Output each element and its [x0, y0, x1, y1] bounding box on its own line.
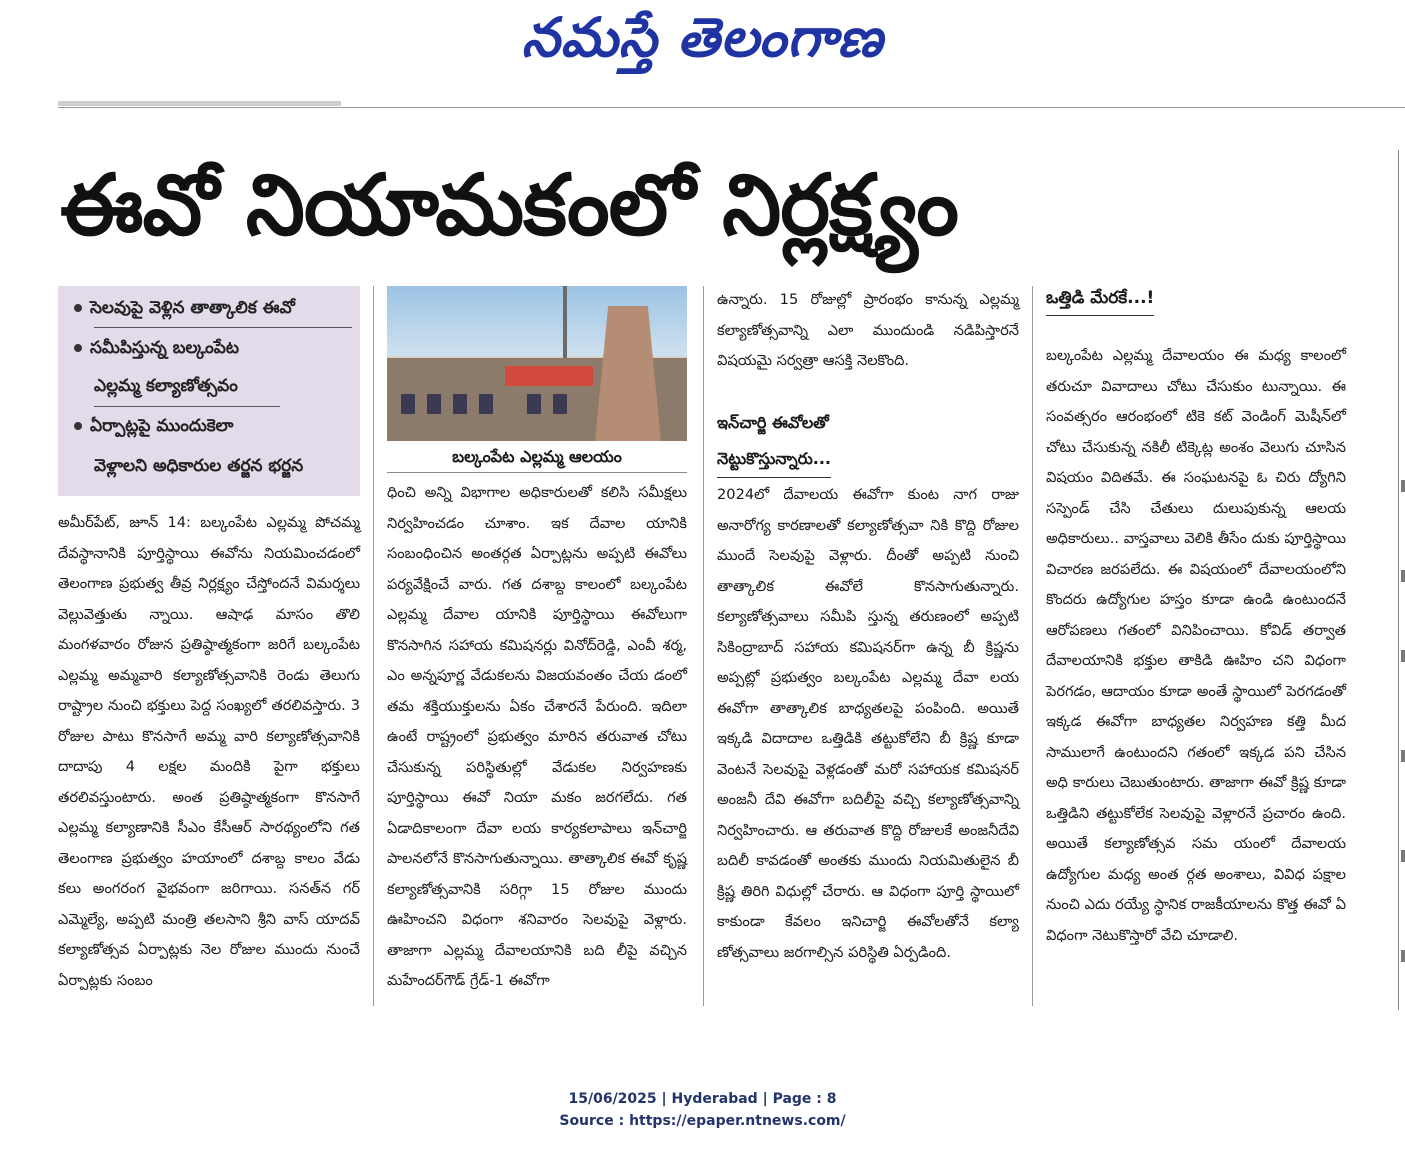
adjacent-article-edge [1398, 150, 1405, 1010]
article-column-3-top: ఉన్నారు. 15 రోజుల్లో ప్రారంభం కానున్న ఎల్లమ్మ కల్యాణోత్సవాన్ని ఎలా ముందుండి నడిపిస్తారనే విషయమై సర్వత్రా ఆసక్తి నెలకొంది. [717, 291, 1019, 369]
subheading-pressure: ఒత్తిడి మేరకే...! [1046, 285, 1346, 316]
masthead-rule [58, 107, 1405, 108]
article-column-2: ధించి అన్ని విభాగాల అధికారులతో కలిసి సమీక్షలు నిర్వహించడం చూశాం. ఇక దేవాల యానికి సంబంధించిన అంతర్గత ఏర్పాట్లను అప్పటి ఈవోలు పర్యవేక్షించే వారు. గత దశాబ్ద కాలంలో బల్కంపేట ఎల్లమ్మ దేవాల యానికి పూర్తిస్థాయి ఈవోలుగా కొనసాగిన సహాయ కమిషనర్లు వినోద్‌రెడ్డి, ఎంవీ శర్మ, ఎం అన్నపూర్ణ వేడుకలను విజయవంతం చేయ డంలో తమ శక్తియుక్తులను ఏకం చేశారనే పేరుంది. ఇదిలా ఉంటే రాష్ట్రంలో ప్రభుత్వం మారిన తరువాత చోటు చేసుకున్న పరిస్థితుల్లో వేడుకల నిర్వహణకు పూర్తిస్థాయి ఈవో నియా మకం జరగలేదు. గత ఏడాదికాలంగా దేవా లయ కార్యకలాపాలు ఇన్‌చార్జి పాలనలోనే కొనసాగుతున్నాయి. తాత్కాలిక ఈవో కృష్ణ కల్యాణోత్సవానికి సరిగ్గా 15 రోజుల ముందు ఊహించని విధంగా శనివారం సెలవుపై వెళ్లారు. తాజాగా ఎల్లమ్మ దేవాలయానికి బది లీపై వచ్చిన మహేందర్‌గౌడ్ గ్రేడ్-1 ఈవోగా [387, 484, 687, 989]
footer [0, 1088, 1405, 1132]
headline: ఈవో నియామకంలో నిర్లక్ష్యం [60, 156, 958, 254]
masthead-logo: నమస్తే తెలంగాణ [521, 6, 884, 69]
highlight-item: సెలవుపై వెళ్లిన తాత్కాలిక ఈవో [74, 298, 354, 322]
article-column-3: 2024లో దేవాలయ ఈవోగా కుంట నాగ రాజు అనారోగ్య కారణాలతో కల్యాణోత్సవా నికి కొద్ది రోజుల ముందే సెలవుపై వెళ్లారు. దీంతో అప్పటి నుంచి తాత్కాలిక ఈవోలే కొనసాగుతున్నారు. కల్యాణోత్సవాలు సమీపి స్తున్న తరుణంలో అప్పటి సికింద్రాబాద్ సహాయ కమిషనర్‌గా ఉన్న బీ క్రిష్ణను అప్పట్లో ప్రభుత్వం బల్కంపేట ఎల్లమ్మ దేవా లయ ఈవోగా తాత్కాలిక బాధ్యతలపై పంపింది. అయితే ఇక్కడి విదాదాల ఒత్తిడికి తట్టుకోలేని బీ క్రిష్ణ కూడా వెంటనే సెలవుపై వెళ్లడంతో మరో సహాయక కమిషనర్ అంజనీ దేవి ఈవోగా బదిలీపై వచ్చి కల్యాణోత్సవాన్ని నిర్వహించారు. ఆ తరువాత కొద్ది రోజులకే అంజనీదేవి బదిలీ కావడంతో అంతకు ముందు నియమితులైన బీ క్రిష్ణ తిరిగి విధుల్లో చేరారు. ఆ విధంగా పూర్తి స్థాయిలో కాకుండా కేవలం ఇనిచార్జి ఈవోలతోనే కల్యా ణోత్సవాలు జరగాల్సిన పరిస్థితి ఏర్పడింది. [717, 486, 1019, 961]
bullet-icon [74, 422, 82, 430]
highlight-item: ఏర్పాట్లపై ముందుకెలా [74, 416, 354, 440]
masthead-rule-short [58, 101, 341, 106]
article-column-1: అమీర్‌పేట్, జూన్ 14: బల్కంపేట ఎల్లమ్మ పోచమ్మ దేవస్థానానికి పూర్తిస్థాయి ఈవోను నియమించడంలో తెలంగాణ ప్రభుత్వ తీవ్ర నిర్లక్ష్యం చేస్తోందనే విమర్శలు వెల్లువెత్తుతు న్నాయి. ఆషాఢ మాసం తొలి మంగళవారం రోజున ప్రతిష్ఠాత్మకంగా జరిగే బల్కంపేట ఎల్లమ్మ అమ్మవారి కల్యాణోత్సవానికి రెండు తెలుగు రాష్ట్రాల నుంచి భక్తులు పెద్ద సంఖ్యలో తరలివస్తారు. 3 రోజుల పాటు కొనసాగే అమ్మ వారి కల్యాణోత్సవానికి దాదాపు 4 లక్షల మందికి పైగా భక్తులు తరలివస్తుంటారు. అంత ప్రతిష్ఠాత్మకంగా కొనసాగే ఎల్లమ్మ కల్యాణానికి సీఎం కేసీఆర్ సారథ్యంలోని గత తెలంగాణ ప్రభుత్వం హయాంలో దశాబ్ద కాలం వేడు కలు అంగరంగ వైభవంగా జరిగాయి. సనత్‌న గర్ ఎమ్మెల్యే, అప్పటి మంత్రి తలసాని శ్రీని వాస్ యాదవ్ కల్యాణోత్సవ ఏర్పాట్లకు నెల రోజుల ముందు నుంచే ఏర్పాట్లకు సంబం [58, 514, 360, 989]
column-divider [703, 286, 704, 1006]
masthead [0, 0, 1405, 80]
divider [387, 472, 687, 473]
highlights-box [58, 286, 360, 496]
temple-photo [387, 286, 687, 441]
article-column-4: బల్కంపేట ఎల్లమ్మ దేవాలయం ఈ మధ్య కాలంలో తరుచూ వివాదాలు చోటు చేసుకుం టున్నాయి. ఈ సంవత్సరం ఆరంభంలో టికె కట్ వెండింగ్ మెషీన్‌లో చోటు చేసుకున్న నకిలీ టిక్కెట్ల అంశం వెలుగు చూసిన విషయం విదితమే. ఈ సంఘటనపై ఓ చిరు ద్యోగిని సస్పెండ్ చేసి చేతులు దులుపుకున్న ఆలయ అధికారులు.. వాస్తవాలు వెలికి తీసేం దుకు పూర్తిస్థాయి విచారణ జరపలేదు. ఈ విషయంలో దేవాలయంలోని కొందరు ఉద్యోగుల హస్తం కూడా ఉండి ఉంటుందనే ఆరోపణలు గతంలో వినిపించాయి. కోవిడ్ తర్వాత దేవాలయానికి భక్తుల తాకిడి ఊహిం చని విధంగా పెరగడం, ఆదాయం కూడా అంతే స్థాయిలో పెరగడంతో ఇక్కడ ఈవోగా బాధ్యతల నిర్వహణ కత్తి మీద సాములాగే ఉంటుందని గతంలో ఇక్కడ పని చేసిన అధి కారులు చెబుతుంటారు. తాజాగా ఈవో క్రిష్ణ కూడా ఒత్తిడిని తట్టుకోలేక సెలవుపై వెళ్లారనే ప్రచారం ఉంది. అయితే కల్యాణోత్సవ సమ యంలో దేవాలయ ఉద్యోగుల మధ్య అంత ర్గత అంశాలు, వివిధ పక్షాల నుంచి ఎదు రయ్యే స్థానిక రాజకీయాలను కొత్త ఈవో ఏ విధంగా నెటుకొస్తారో వేచి చూడాలి. [1046, 347, 1346, 944]
subheading-incharge: ఇన్‌చార్జి ఈవోలతో నెట్టుకొస్తున్నారు... [717, 405, 1019, 478]
highlight-item: సమీపిస్తున్న బల్కంపేట [74, 338, 354, 362]
highlight-item-cont: ఎల్లమ్మ కల్యాణోత్సవం [94, 376, 238, 396]
divider [94, 327, 352, 328]
bullet-icon [74, 344, 82, 352]
highlight-item-cont: వెళ్లాలని అధికారుల తర్జన భర్జన [94, 456, 304, 476]
column-divider [373, 286, 374, 1006]
divider [94, 406, 280, 407]
footer-source-line: Source : https://epaper.ntnews.com/ [559, 1113, 846, 1129]
footer-date-line: 15/06/2025 | Hyderabad | Page : 8 [568, 1091, 837, 1107]
photo-caption: బల్కంపేట ఎల్లమ్మ ఆలయం [452, 447, 622, 466]
bullet-icon [74, 304, 82, 312]
column-divider [1032, 286, 1033, 1006]
